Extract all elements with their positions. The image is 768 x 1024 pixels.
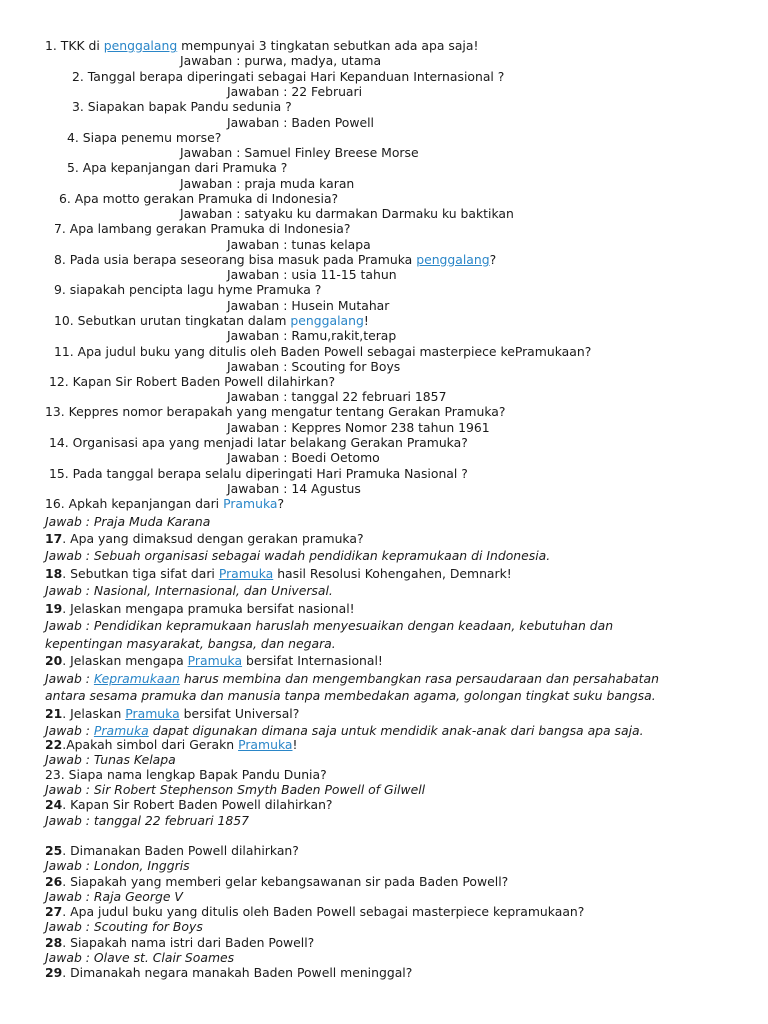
text-line [45, 737, 297, 752]
text-segment: 24 [45, 797, 63, 812]
hyperlink[interactable]: penggalang [416, 252, 490, 267]
text-line [227, 450, 380, 465]
text-segment: . Siapakah nama istri dari Baden Powell? [62, 935, 315, 950]
text-line [45, 583, 333, 598]
text-line [45, 723, 644, 738]
text-segment: 25 [45, 843, 63, 858]
text-segment: 1. TKK di [45, 38, 104, 53]
text-line [227, 359, 400, 374]
text-segment: bersifat Universal? [179, 706, 300, 721]
text-line [49, 435, 468, 450]
text-segment: 2. Tanggal berapa diperingati sebagai Hari Kepanduan Internasional ? [72, 69, 505, 84]
text-segment: 14. Organisasi apa yang menjadi latar belakang Gerakan Pramuka? [49, 435, 468, 450]
text-line [227, 84, 362, 99]
text-line [45, 688, 656, 703]
text-segment: ! [363, 313, 369, 328]
hyperlink[interactable]: Pramuka [218, 566, 274, 581]
text-line [180, 145, 419, 160]
text-segment: 7. Apa lambang gerakan Pramuka di Indonesia? [54, 221, 351, 236]
hyperlink[interactable]: Pramuka [187, 653, 243, 668]
text-line [45, 889, 183, 904]
text-line [227, 328, 396, 343]
text-segment: 18 [45, 566, 63, 581]
text-line [180, 53, 381, 68]
text-segment: Jawaban : Baden Powell [227, 115, 374, 130]
hyperlink[interactable]: Pramuka [93, 723, 149, 738]
text-line [45, 653, 383, 668]
text-line [45, 514, 210, 529]
text-line [45, 935, 314, 950]
text-segment: 22 [45, 737, 63, 752]
text-segment: ? [277, 496, 285, 511]
text-segment: 19 [45, 601, 63, 616]
text-segment: Jawaban : tanggal 22 februari 1857 [227, 389, 447, 404]
text-segment: . Jelaskan [62, 706, 126, 721]
text-segment: 5. Apa kepanjangan dari Pramuka ? [67, 160, 288, 175]
text-line [45, 496, 284, 511]
text-line [59, 191, 338, 206]
text-line [45, 548, 550, 563]
text-segment: harus membina dan mengembangkan rasa persaudaraan dan persahabatan [179, 671, 659, 686]
text-line [45, 566, 512, 581]
text-line [45, 671, 659, 686]
text-line [54, 344, 591, 359]
text-segment: Jawab : Tunas Kelapa [45, 752, 176, 767]
text-line [45, 601, 355, 616]
text-line [45, 858, 190, 873]
text-segment: Jawab : [45, 723, 94, 738]
text-segment: ! [292, 737, 298, 752]
text-line [67, 160, 287, 175]
hyperlink[interactable]: Pramuka [223, 496, 278, 511]
text-segment: . Kapan Sir Robert Baden Powell dilahirkan? [62, 797, 333, 812]
text-segment: 3. Siapakan bapak Pandu sedunia ? [72, 99, 292, 114]
text-segment: bersifat Internasional! [242, 653, 383, 668]
text-segment: Jawaban : tunas kelapa [227, 237, 371, 252]
text-line [72, 99, 292, 114]
text-segment: . Sebutkan tiga sifat dari [62, 566, 219, 581]
text-line [227, 481, 361, 496]
text-segment: 29 [45, 965, 63, 980]
text-segment: 9. siapakah pencipta lagu hyme Pramuka ? [54, 282, 322, 297]
text-segment: dapat digunakan dimana saja untuk mendidik anak-anak dari bangsa apa saja. [148, 723, 644, 738]
text-segment: Jawab : Raja George V [45, 889, 183, 904]
text-line [54, 313, 369, 328]
text-segment: 15. Pada tanggal berapa selalu diperingati Hari Pramuka Nasional ? [49, 466, 468, 481]
text-segment: Jawab : [45, 671, 94, 686]
text-line [54, 282, 321, 297]
text-segment: 17 [45, 531, 63, 546]
text-line [67, 130, 221, 145]
text-line [45, 797, 333, 812]
text-line [45, 904, 584, 919]
text-line [45, 950, 234, 965]
text-segment: Jawab : Scouting for Boys [45, 919, 203, 934]
text-segment: Jawaban : Ramu,rakit,terap [227, 328, 397, 343]
text-line [54, 221, 350, 236]
text-segment: . Jelaskan mengapa pramuka bersifat nasional! [62, 601, 355, 616]
text-line [227, 420, 490, 435]
text-segment: 21 [45, 706, 63, 721]
text-line [227, 389, 446, 404]
text-segment: . Dimanakan Baden Powell dilahirkan? [62, 843, 299, 858]
text-segment: antara sesama pramuka dan manusia tanpa membedakan agama, golongan tingkat suku bangsa. [45, 688, 656, 703]
text-segment: Jawab : tanggal 22 februari 1857 [45, 813, 250, 828]
text-line [45, 874, 508, 889]
hyperlink[interactable]: Pramuka [125, 706, 180, 721]
text-segment: Jawaban : usia 11-15 tahun [227, 267, 397, 282]
text-segment: Jawab : Praja Muda Karana [45, 514, 211, 529]
text-line [54, 252, 496, 267]
text-segment: 23. Siapa nama lengkap Bapak Pandu Dunia? [45, 767, 327, 782]
text-segment: Jawaban : Keppres Nomor 238 tahun 1961 [227, 420, 490, 435]
text-segment: . Siapakah yang memberi gelar kebangsawanan sir pada Baden Powell? [62, 874, 509, 889]
text-segment: mempunyai 3 tingkatan sebutkan ada apa saja! [177, 38, 479, 53]
text-segment: Jawaban : 22 Februari [227, 84, 363, 99]
text-segment: . Jelaskan mengapa [62, 653, 188, 668]
text-segment: Jawaban : praja muda karan [180, 176, 355, 191]
text-line [45, 38, 478, 53]
text-line [49, 374, 335, 389]
text-segment: . Apa judul buku yang ditulis oleh Baden Powell sebagai masterpiece kepramukaan? [62, 904, 585, 919]
text-segment: Jawab : Sebuah organisasi sebagai wadah pendidikan kepramukaan di Indonesia. [45, 548, 551, 563]
text-line [45, 965, 412, 980]
text-line [45, 531, 364, 546]
text-segment: kepentingan masyarakat, bangsa, dan negara. [45, 636, 336, 651]
text-segment: Jawab : Pendidikan kepramukaan haruslah menyesuaikan dengan keadaan, kebutuhan dan [45, 618, 614, 633]
text-line [180, 176, 354, 191]
text-segment: 20 [45, 653, 63, 668]
text-segment: Jawaban : Husein Mutahar [227, 298, 390, 313]
text-segment: Jawaban : Samuel Finley Breese Morse [180, 145, 419, 160]
text-segment: Jawab : Nasional, Internasional, dan Universal. [45, 583, 333, 598]
text-line [227, 298, 389, 313]
text-segment: ? [489, 252, 497, 267]
text-segment: Jawab : Sir Robert Stephenson Smyth Baden Powell of Gilwell [45, 782, 426, 797]
text-segment: 11. Apa judul buku yang ditulis oleh Baden Powell sebagai masterpiece kePramukaan? [54, 344, 592, 359]
text-line [72, 69, 504, 84]
text-line [45, 618, 613, 633]
text-segment: 13. Keppres nomor berapakah yang mengatur tentang Gerakan Pramuka? [45, 404, 506, 419]
text-segment: Jawaban : 14 Agustus [227, 481, 361, 496]
text-line [45, 813, 249, 828]
text-line [45, 843, 299, 858]
text-line [180, 206, 514, 221]
hyperlink[interactable]: Pramuka [238, 737, 293, 752]
text-line [45, 752, 176, 767]
text-line [49, 466, 468, 481]
text-line [45, 636, 336, 651]
text-segment: Jawaban : satyaku ku darmakan Darmaku ku baktikan [180, 206, 514, 221]
text-segment: Jawaban : purwa, madya, utama [180, 53, 382, 68]
text-line [45, 767, 327, 782]
text-segment: 26 [45, 874, 63, 889]
text-segment: Jawab : Olave st. Clair Soames [45, 950, 235, 965]
text-segment: 27 [45, 904, 63, 919]
text-segment: 12. Kapan Sir Robert Baden Powell dilahirkan? [49, 374, 336, 389]
text-segment: .Apakah simbol dari Gerakn [62, 737, 239, 752]
text-segment: hasil Resolusi Kohengahen, Demnark! [273, 566, 512, 581]
text-segment: Jawab : London, Inggris [45, 858, 190, 873]
text-segment: . Dimanakah negara manakah Baden Powell meninggal? [62, 965, 413, 980]
text-segment: . Apa yang dimaksud dengan gerakan pramuka? [62, 531, 364, 546]
hyperlink[interactable]: Kepramukaan [93, 671, 180, 686]
text-segment: 28 [45, 935, 63, 950]
text-segment: 8. Pada usia berapa seseorang bisa masuk pada Pramuka [54, 252, 417, 267]
text-line [227, 237, 371, 252]
text-segment: 6. Apa motto gerakan Pramuka di Indonesia? [59, 191, 339, 206]
text-line [45, 706, 299, 721]
text-segment: 10. Sebutkan urutan tingkatan dalam [54, 313, 291, 328]
text-line [227, 115, 374, 130]
text-line [45, 919, 203, 934]
text-line [45, 782, 425, 797]
hyperlink[interactable]: penggalang [290, 313, 364, 328]
text-segment: 4. Siapa penemu morse? [67, 130, 222, 145]
hyperlink[interactable]: penggalang [103, 38, 178, 53]
text-line [227, 267, 397, 282]
text-segment: Jawaban : Boedi Oetomo [227, 450, 380, 465]
text-segment: Jawaban : Scouting for Boys [227, 359, 401, 374]
text-segment: 16. Apkah kepanjangan dari [45, 496, 224, 511]
text-line [45, 404, 505, 419]
